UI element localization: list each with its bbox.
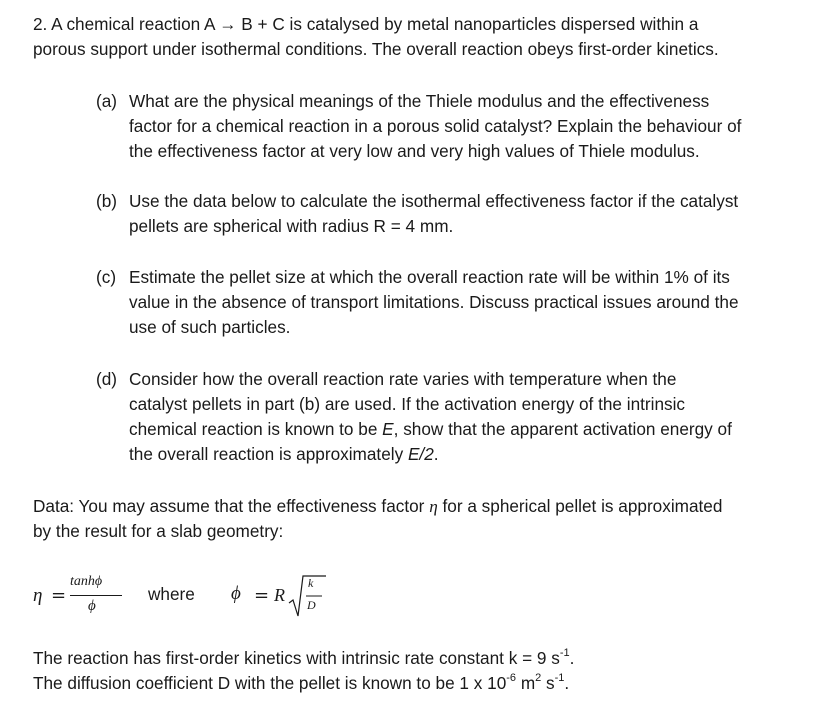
- fraction-numerator: tanhϕ: [70, 574, 103, 589]
- part-d-line-2: catalyst pellets in part (b) are used. If the activation energy of the intrinsic: [129, 394, 686, 414]
- where-text: where: [148, 584, 195, 604]
- part-b-label: (b): [96, 191, 118, 211]
- activation-energy-E: E: [382, 419, 394, 439]
- equals-sign-2: =: [254, 585, 270, 606]
- rate-constant-line: The reaction has first-order kinetics with intrinsic rate constant k = 9 $s^{-1}$.: [33, 647, 575, 668]
- part-c-line-1: Estimate the pellet size at which the overall reaction rate will be within 1% of its: [129, 267, 730, 287]
- part-d-line-1: Consider how the overall reaction rate varies with temperature when the: [129, 369, 677, 389]
- part-a-label: (a): [96, 91, 118, 111]
- radius-R: R: [274, 585, 285, 605]
- phi-symbol: ϕ: [231, 583, 241, 604]
- eta-symbol: η: [33, 585, 43, 606]
- equals-sign: =: [51, 585, 67, 606]
- part-a-line-2: factor for a chemical reaction in a porous solid catalyst? Explain the behaviour of: [129, 116, 742, 136]
- part-c-line-2: value in the absence of transport limitations. Discuss practical issues around the: [129, 292, 739, 312]
- data-line-2: by the result for a slab geometry:: [33, 521, 284, 541]
- rate-constant-k: k: [308, 576, 314, 590]
- part-c-label: (c): [96, 267, 117, 287]
- data-line-1: Data: You may assume that the effectiveness factor η for a spherical pellet is approximated: [33, 496, 723, 516]
- part-d-line-3: chemical reaction is known to be E, show that the apparent activation energy of: [129, 419, 732, 439]
- part-d-line-4: the overall reaction is approximately E/2.: [129, 444, 439, 464]
- diffusion-coefficient-line: The diffusion coefficient D with the pellet is known to be 1 x $10^{-6}$ $m^2$ $s^{-1}$.: [33, 672, 570, 693]
- part-b-line-2: pellets are spherical with radius R = 4 mm.: [129, 216, 454, 236]
- question-intro-line-1: 2. A chemical reaction A → B + C is catalysed by metal nanoparticles dispersed within a: [33, 14, 699, 34]
- question-intro-line-2: porous support under isothermal conditions. The overall reaction obeys first-order kinetics.: [33, 39, 719, 59]
- apparent-activation-energy: E/2: [407, 444, 434, 464]
- diffusion-D: D: [307, 598, 316, 612]
- part-d-label: (d): [96, 369, 118, 389]
- part-a-line-1: What are the physical meanings of the Thiele modulus and the effectiveness: [129, 91, 710, 111]
- eta-symbol-inline: η: [429, 497, 438, 516]
- part-c-line-3: use of such particles.: [129, 317, 291, 337]
- part-b-line-1: Use the data below to calculate the isothermal effectiveness factor if the catalyst: [129, 191, 739, 211]
- fraction-bar: [70, 595, 122, 596]
- part-a-line-3: the effectiveness factor at very low and very high values of Thiele modulus.: [129, 141, 700, 161]
- fraction-denominator: ϕ: [88, 598, 96, 614]
